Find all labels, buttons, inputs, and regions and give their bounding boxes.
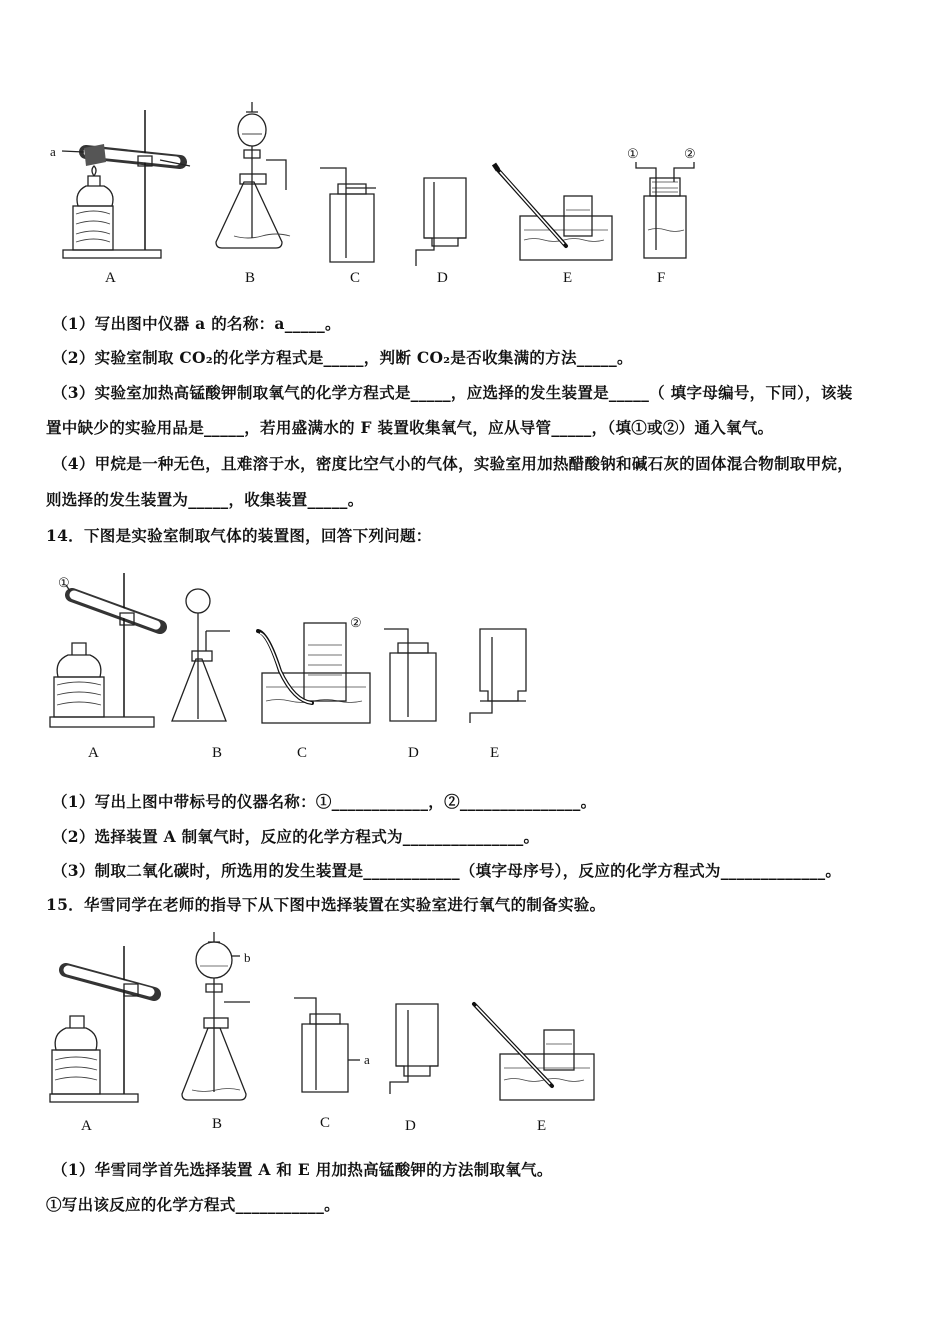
label-b: B xyxy=(212,745,223,761)
figure-3 xyxy=(0,920,950,1140)
label-c: C xyxy=(350,270,361,286)
apparatus-c-bottle xyxy=(294,998,360,1092)
q13-line-4: 置中缺少的实验用品是_____，若用盛满水的 F 装置收集氧气，应从导管_____，（填①或②）通入氧气。 xyxy=(46,418,774,437)
annotation-m2: ② xyxy=(350,615,362,630)
apparatus-b-flask xyxy=(182,932,250,1100)
figure-1-apparatus xyxy=(0,90,950,290)
apparatus-a-heating xyxy=(50,573,160,727)
apparatus-a-heating xyxy=(50,946,154,1102)
apparatus-b-flask xyxy=(172,589,230,721)
q13-line-2: （2）实验室制取 CO₂的化学方程式是_____，判断 CO₂是否收集满的方法_____。 xyxy=(52,348,633,367)
figure-3-apparatus xyxy=(0,920,950,1140)
q15-title: 15．华雪同学在老师的指导下从下图中选择装置在实验室进行氧气的制备实验。 xyxy=(46,895,606,914)
apparatus-d-bottle xyxy=(390,1004,438,1094)
apparatus-e-trough xyxy=(474,1004,594,1100)
apparatus-d-bottle xyxy=(416,178,466,266)
apparatus-e-trough xyxy=(494,164,612,260)
label-a: A xyxy=(81,1118,92,1134)
label-d: D xyxy=(437,270,448,286)
label-f: F xyxy=(657,270,666,286)
annotation-b: b xyxy=(244,950,251,965)
label-e: E xyxy=(537,1118,547,1134)
label-c: C xyxy=(320,1115,331,1131)
apparatus-c-bottle xyxy=(320,168,376,262)
label-d: D xyxy=(408,745,419,761)
annotation-a: a xyxy=(364,1052,370,1067)
apparatus-d-bottle xyxy=(384,629,436,721)
figure-2 xyxy=(0,555,950,770)
annotation-a: a xyxy=(50,144,56,159)
apparatus-c-trough xyxy=(258,623,370,723)
annotation-m1: ① xyxy=(58,575,70,590)
q13-line-3: （3）实验室加热高锰酸钾制取氧气的化学方程式是_____，应选择的发生装置是_____（ 填字母编号，下同），该装 xyxy=(52,383,853,402)
apparatus-b-flask xyxy=(216,102,290,248)
q13-line-5: （4）甲烷是一种无色，且难溶于水，密度比空气小的气体，实验室用加热醋酸钠和碱石灰的固体混合物制取甲烷， xyxy=(52,454,854,473)
apparatus-e-bottle xyxy=(470,629,526,723)
label-d: D xyxy=(405,1118,416,1134)
apparatus-a-heating xyxy=(62,110,190,258)
label-e: E xyxy=(490,745,500,761)
annotation-port1: ① xyxy=(627,146,639,161)
annotation-port2: ② xyxy=(684,146,696,161)
q15-line-2: ①写出该反应的化学方程式___________。 xyxy=(46,1195,340,1214)
q15-line-1: （1）华雪同学首先选择装置 A 和 E 用加热高锰酸钾的方法制取氧气。 xyxy=(52,1160,553,1179)
q14-line-3: （3）制取二氧化碳时，所选用的发生装置是____________（填字母序号），反应的化学方程式为_____________。 xyxy=(52,861,842,880)
label-a: A xyxy=(88,745,99,761)
figure-1 xyxy=(0,90,950,290)
label-e: E xyxy=(563,270,573,286)
q14-title: 14．下图是实验室制取气体的装置图，回答下列问题： xyxy=(46,526,432,545)
label-a: A xyxy=(105,270,116,286)
q13-line-1: （1）写出图中仪器 a 的名称：a_____。 xyxy=(52,314,341,333)
label-c: C xyxy=(297,745,308,761)
label-b: B xyxy=(212,1116,223,1132)
apparatus-f-bottle xyxy=(636,162,694,258)
q14-line-1: （1）写出上图中带标号的仪器名称：①____________，②_______________。 xyxy=(52,792,597,811)
q13-line-6: 则选择的发生装置为_____，收集装置_____。 xyxy=(46,490,364,509)
q14-line-2: （2）选择装置 A 制氧气时，反应的化学方程式为_______________。 xyxy=(52,827,540,846)
label-b: B xyxy=(245,270,256,286)
figure-2-apparatus xyxy=(0,555,950,770)
